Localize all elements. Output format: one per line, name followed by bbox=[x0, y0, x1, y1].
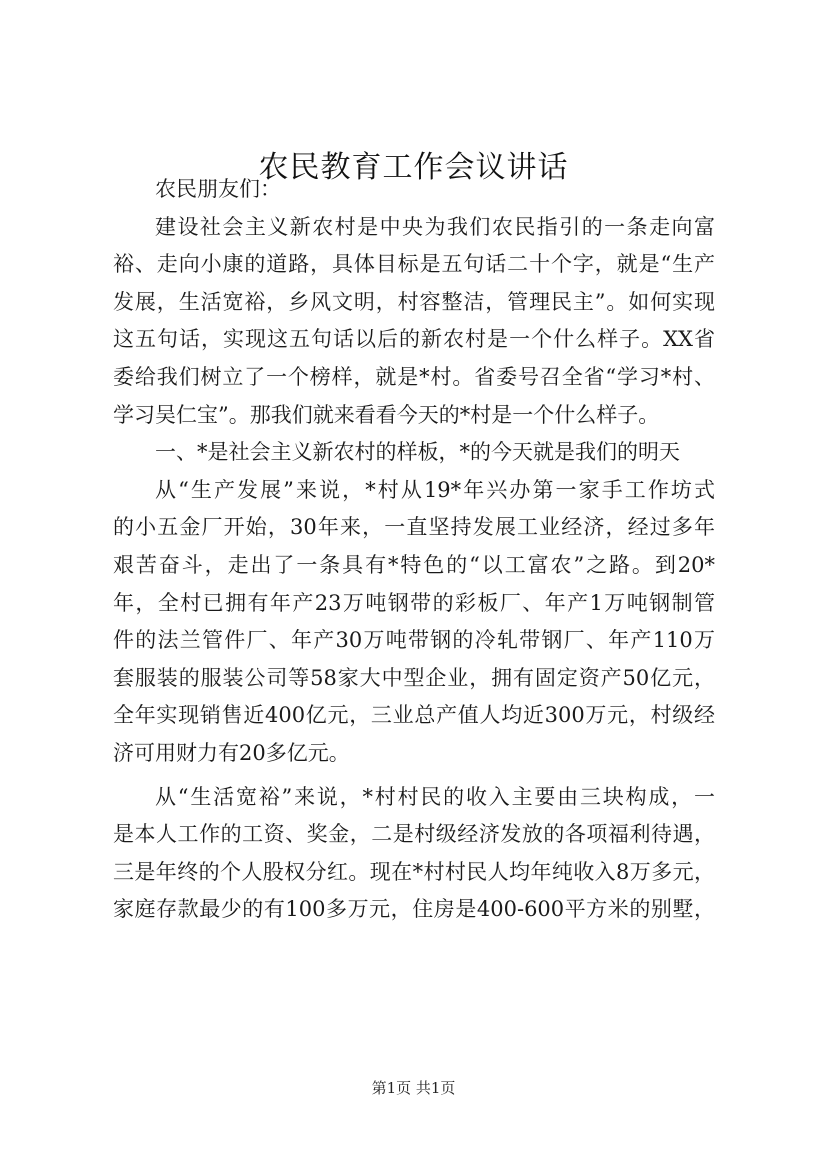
paragraph-line: 的小五金厂开始，30年来，一直坚持发展工业经济，经过多年 bbox=[113, 515, 715, 540]
paragraph-line: 裕、走向小康的道路，具体目标是五句话二十个字，就是“生产 bbox=[113, 252, 715, 277]
paragraph-line: 三是年终的个人股权分红。现在*村村民人均年纯收入8万多元， bbox=[113, 859, 715, 884]
paragraph-line: 艰苦奋斗，走出了一条具有*特色的“以工富农”之路。到20* bbox=[113, 552, 715, 577]
document-title: 农民教育工作会议讲话 bbox=[258, 150, 569, 185]
paragraph-line: 是本人工作的工资、奖金，二是村级经济发放的各项福利待遇， bbox=[113, 822, 715, 847]
salutation-line: 农民朋友们： bbox=[155, 177, 281, 201]
paragraph-line: 从“生产发展”来说，*村从19*年兴办第一家手工作坊式 bbox=[155, 477, 715, 502]
paragraph-line: 这五句话，实现这五句话以后的新农村是一个什么样子。XX省 bbox=[113, 327, 715, 352]
page-number-footer: 第1页 共1页 bbox=[371, 1079, 456, 1097]
section-heading: 一、*是社会主义新农村的样板，*的今天就是我们的明天 bbox=[155, 440, 680, 465]
paragraph-line: 委给我们树立了一个榜样，就是*村。省委号召全省“学习*村、 bbox=[113, 364, 715, 389]
paragraph-line: 济可用财力有20多亿元。 bbox=[113, 740, 350, 765]
paragraph-line: 学习吴仁宝”。那我们就来看看今天的*村是一个什么样子。 bbox=[113, 402, 660, 427]
document-body bbox=[113, 171, 715, 929]
paragraph-line: 建设社会主义新农村是中央为我们农民指引的一条走向富 bbox=[155, 214, 715, 239]
paragraph-line: 从“生活宽裕”来说，*村村民的收入主要由三块构成，一 bbox=[155, 784, 715, 809]
paragraph-line: 件的法兰管件厂、年产30万吨带钢的冷轧带钢厂、年产110万 bbox=[113, 628, 715, 653]
paragraph-line: 家庭存款最少的有100多万元，住房是400-600平方米的别墅， bbox=[113, 897, 715, 922]
paragraph-line: 全年实现销售近400亿元，三业总产值人均近300万元，村级经 bbox=[113, 703, 715, 728]
paragraph-line: 年，全村已拥有年产23万吨钢带的彩板厂、年产1万吨钢制管 bbox=[113, 590, 715, 615]
paragraph-line: 发展，生活宽裕，乡风文明，村容整洁，管理民主”。如何实现 bbox=[113, 289, 715, 314]
paragraph-line: 套服装的服装公司等58家大中型企业，拥有固定资产50亿元， bbox=[113, 665, 715, 690]
